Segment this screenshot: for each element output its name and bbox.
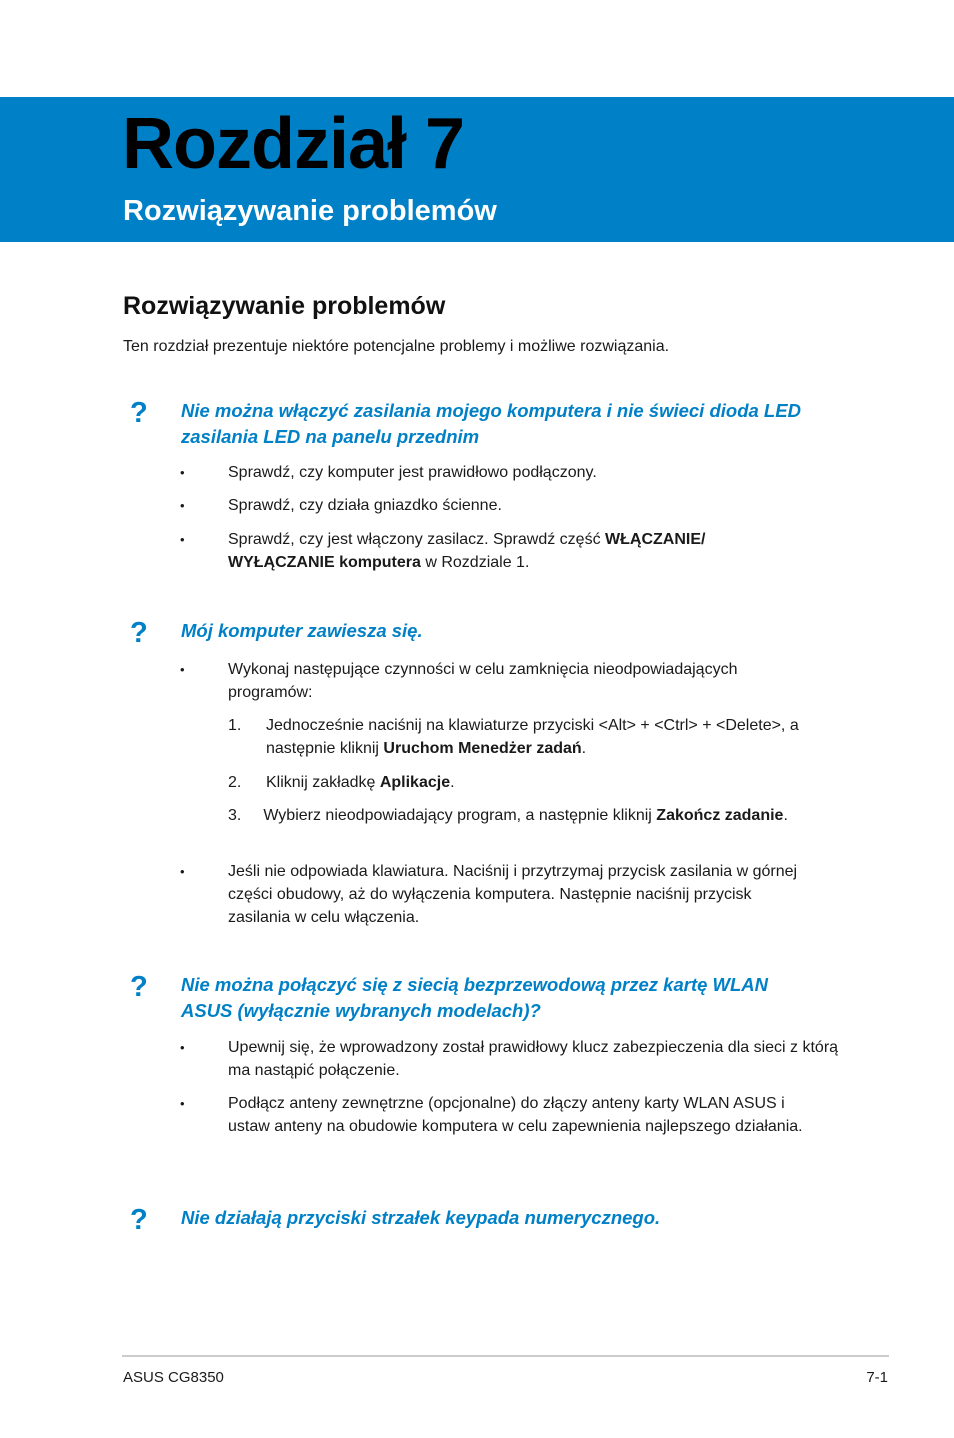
list-item-text: Jeśli nie odpowiada klawiatura. Naciśnij i przytrzymaj przycisk zasilania w górnej części obudowy, aż do wyłączenia komputera. Następnie naciśnij przycisk zasilania w celu włączenia. (228, 863, 798, 926)
step-number: 1. (228, 717, 242, 734)
question-mark-icon: ? (130, 617, 148, 649)
footer-product-name: ASUS CG8350 (123, 1369, 224, 1386)
numbered-step (228, 804, 788, 827)
step-number: 3. (228, 807, 242, 824)
step-number: 2. (228, 774, 242, 791)
bullet-icon: • (180, 1096, 185, 1111)
bold-reference: WŁĄCZANIE/ WYŁĄCZANIE komputera (228, 531, 706, 571)
step-text: Kliknij zakładkę Aplikacje. (266, 774, 455, 791)
list-item-text: Sprawdź, czy działa gniazdko ścienne. (228, 497, 502, 514)
bullet-icon: • (180, 465, 185, 480)
bullet-icon: • (180, 662, 185, 677)
question-title: Nie działają przyciski strzałek keypada numerycznego. (181, 1207, 661, 1228)
question-title: Nie można włączyć zasilania mojego komputera i nie świeci dioda LED zasilania LED na panelu przednim (181, 400, 801, 447)
bullet-icon: • (180, 532, 185, 547)
list-item-text: Podłącz anteny zewnętrzne (opcjonalne) do złączy anteny karty WLAN ASUS i ustaw anteny na obudowie komputera w celu zapewnienia najlepszego działania. (228, 1095, 803, 1135)
section-heading: Rozwiązywanie problemów (123, 292, 446, 320)
list-item-text: Sprawdź, czy jest włączony zasilacz. Sprawdź część WŁĄCZANIE/ WYŁĄCZANIE komputera w Rozdziale 1. (228, 531, 706, 571)
section-intro: Ten rozdział prezentuje niektóre potencjalne problemy i możliwe rozwiązania. (123, 338, 670, 355)
question-mark-icon: ? (130, 397, 148, 429)
step-text: Jednocześnie naciśnij na klawiaturze przyciski <Alt> + <Ctrl> + <Delete>, a następnie kliknij Uruchom Menedżer zadań. (266, 717, 799, 757)
bullet-icon: • (180, 498, 185, 513)
step-text: Wybierz nieodpowiadający program, a następnie kliknij Zakończ zadanie. (263, 807, 788, 824)
question-mark-icon: ? (130, 971, 148, 1003)
bullet-icon: • (180, 1040, 185, 1055)
question-title: Mój komputer zawiesza się. (181, 620, 423, 641)
question-mark-icon: ? (130, 1204, 148, 1236)
chapter-subtitle: Rozwiązywanie problemów (123, 195, 497, 227)
list-item-text: Sprawdź, czy komputer jest prawidłowo podłączony. (228, 464, 597, 481)
bullet-icon: • (180, 864, 185, 879)
list-item-text: Upewnij się, że wprowadzony został prawidłowy klucz zabezpieczenia dla sieci z którą ma nastąpić połączenie. (228, 1039, 839, 1079)
list-item-text: Wykonaj następujące czynności w celu zamknięcia nieodpowiadających programów: (228, 661, 738, 701)
footer-divider (122, 1355, 889, 1357)
question-title: Nie można połączyć się z siecią bezprzewodową przez kartę WLAN ASUS (wyłącznie wybranych modelach)? (181, 974, 769, 1021)
footer-page-number: 7-1 (866, 1369, 888, 1386)
chapter-title: Rozdział 7 (122, 104, 465, 184)
